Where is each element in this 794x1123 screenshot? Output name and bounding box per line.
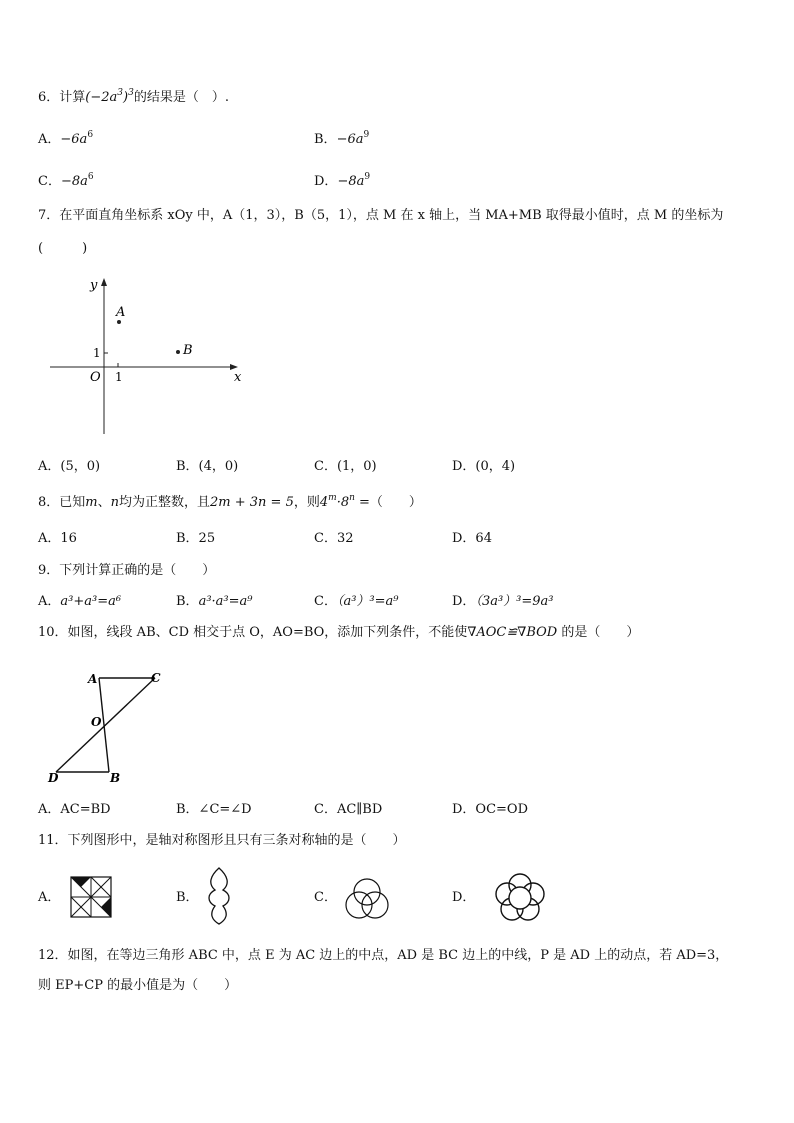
q6-option-c[interactable]: C．$-8a^6$ [38,172,94,189]
q12-stem: 12．如图，在等边三角形 ABC 中，点 E 为 AC 边上的中点，AD 是 BC 边上的中线，P 是 AD 上的动点，若 AD=3， [38,948,729,963]
y-axis-label: y [90,278,98,293]
q8-option-d[interactable]: D．64 [452,531,492,546]
q10-option-d[interactable]: D．OC=OD [452,802,529,817]
label-o: O [91,715,102,729]
q9-option-d[interactable]: D．（3a³）³=9a³ [452,594,554,609]
q7-option-d[interactable]: D．(0，4) [452,459,516,474]
q10-stem: 10．如图，线段 AB、CD 相交于点 O，AO=BO，添加下列条件，不能使∇AOC≌∇BOD 的是（ ） [38,625,640,640]
q6-option-d[interactable]: D．$-8a^9$ [314,172,371,189]
q11-stem: 11．下列图形中，是轴对称图形且只有三条对称轴的是（ ） [38,833,406,848]
point-a [117,320,121,324]
q11-option-d[interactable]: D． [452,890,476,905]
origin-label: O [90,370,101,385]
point-b-label: B [183,343,193,358]
q7-option-c[interactable]: C．(1，0) [314,459,377,474]
q8-option-b[interactable]: B．25 [176,531,216,546]
tangram-square-icon [70,876,112,918]
x-tick-label: 1 [115,370,123,384]
label-d: D [48,771,59,785]
q11-option-b[interactable]: B． [176,890,199,905]
point-b [176,350,180,354]
trefoil-knot-icon [344,876,390,920]
q8-stem: 8．已知m、n均为正整数，且2m + 3n = 5，则$4^m\cdot 8^n$ =（ ） [38,493,422,510]
q9-option-a[interactable]: A．a³+a³=a⁶ [38,594,122,609]
q6-option-b[interactable]: B．$-6a^9$ [314,130,370,147]
y-tick-label: 1 [93,346,101,360]
q7-option-b[interactable]: B．(4，0) [176,459,239,474]
q9-option-c[interactable]: C．（a³）³=a⁹ [314,594,399,609]
label-b: B [110,771,121,785]
q10-option-a[interactable]: A．AC=BD [38,802,111,817]
q10-option-b[interactable]: B．∠C=∠D [176,802,252,817]
vase-outline-icon [204,866,234,926]
flower-circles-icon [494,872,546,924]
q9-stem: 9．下列计算正确的是（ ） [38,563,216,578]
q7-coordinate-figure [44,274,244,444]
q9-option-b[interactable]: B．a³·a³=a⁹ [176,594,253,609]
q7-stem: 7．在平面直角坐标系 xOy 中，A（1，3），B（5，1），点 M 在 x 轴上，当 MA+MB 取得最小值时，点 M 的坐标为 [38,208,724,223]
point-a-label: A [116,305,126,320]
q10-option-c[interactable]: C．AC∥BD [314,802,383,817]
q11-option-c[interactable]: C． [314,890,337,905]
q12-stem-continued: 则 EP+CP 的最小值是为（ ） [38,978,238,993]
q7-stem-continued: ( ) [38,241,88,256]
q8-option-a[interactable]: A．16 [38,531,77,546]
q8-option-c[interactable]: C．32 [314,531,354,546]
label-a: A [88,672,98,686]
label-c: C [151,671,161,685]
q7-option-a[interactable]: A．(5，0) [38,459,101,474]
q11-option-a[interactable]: A． [38,890,61,905]
q6-stem: 6．计算$(-2a^3)^3$的结果是（ ）. [38,88,229,105]
q6-option-a[interactable]: A．$-6a^6$ [38,130,94,147]
q10-geometry-figure [46,670,176,790]
x-axis-label: x [234,370,242,385]
